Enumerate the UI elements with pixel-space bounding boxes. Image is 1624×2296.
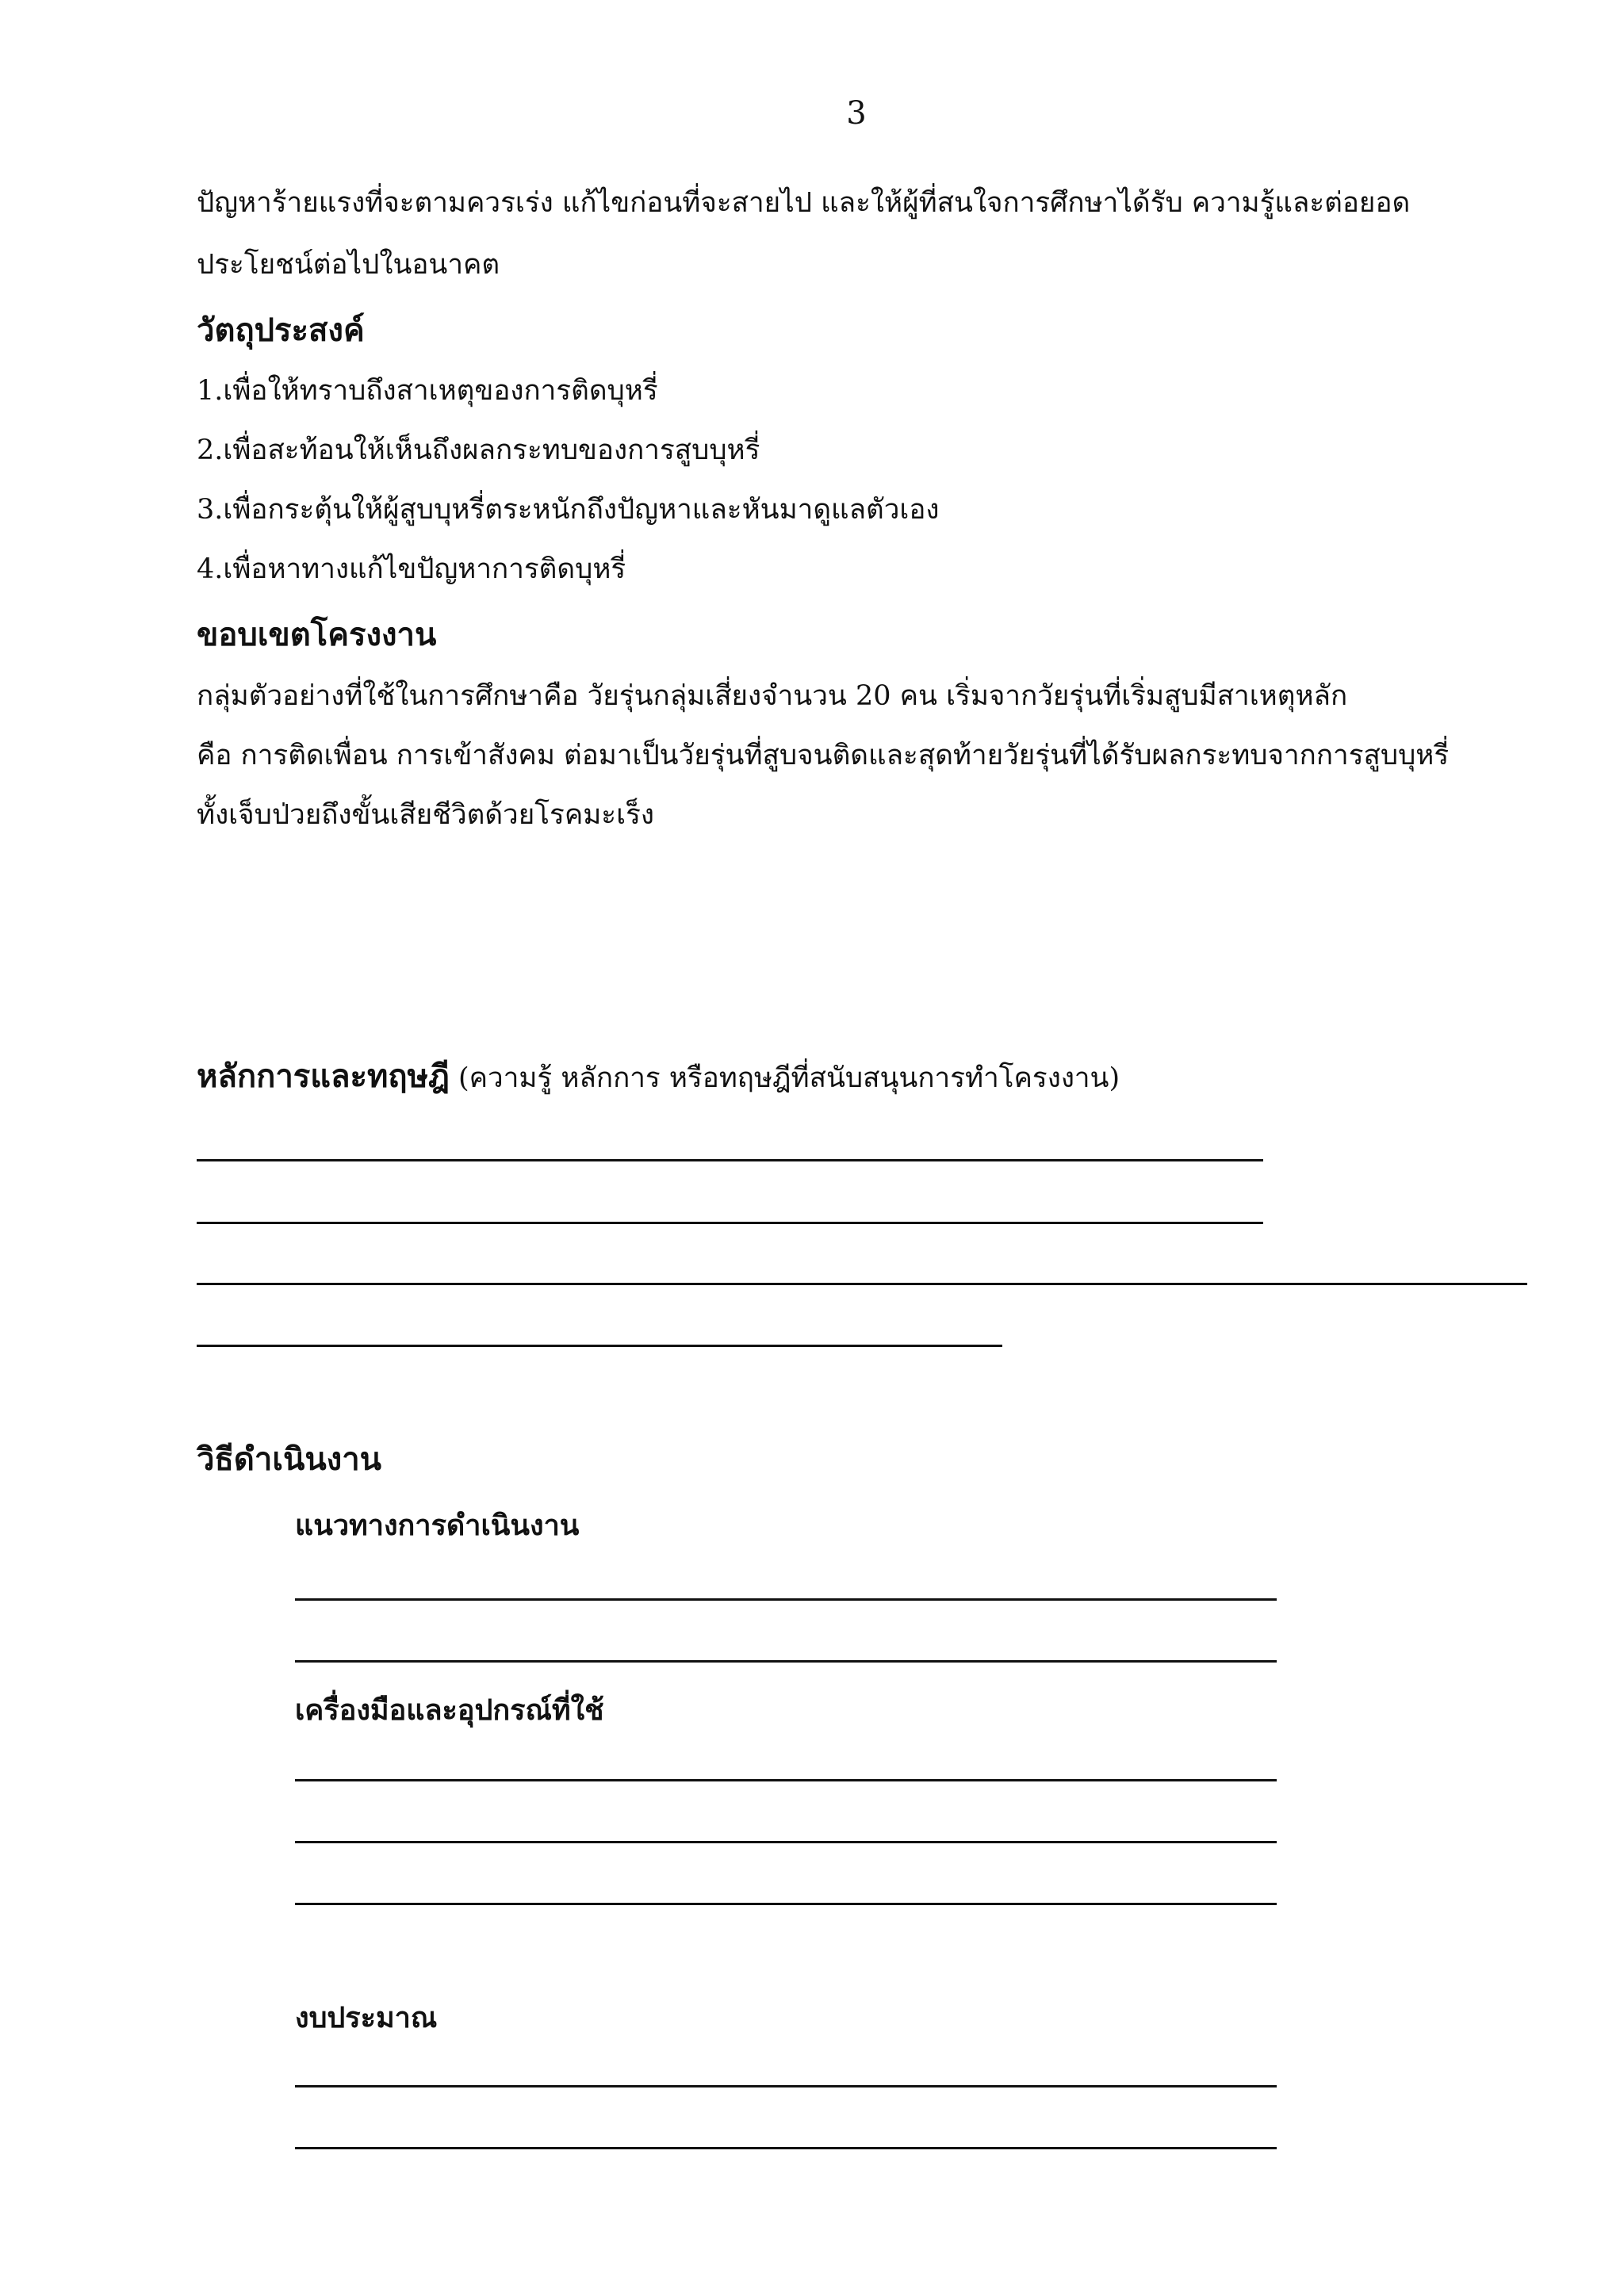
blank-line — [295, 1660, 1277, 1663]
objective-item: 3.เพื่อกระตุ้นให้ผู้สูบบุหรี่ตระหนักถึงปัญหาและหันมาดูแลตัวเอง — [197, 494, 940, 526]
intro-line-2: ประโยชน์ต่อไปในอนาคต — [197, 249, 500, 281]
blank-line — [197, 1222, 1263, 1224]
blank-line — [295, 1598, 1277, 1601]
objective-item: 2.เพื่อสะท้อนให้เห็นถึงผลกระทบของการสูบบุหรี่ — [197, 434, 760, 466]
methods-heading: วิธีดำเนินงาน — [197, 1441, 382, 1478]
objectives-heading: วัตถุประสงค์ — [197, 312, 365, 349]
theory-heading: หลักการและทฤษฎี — [197, 1058, 450, 1095]
blank-line — [295, 1841, 1277, 1843]
theory-heading-line — [197, 1050, 1120, 1101]
scope-heading: ขอบเขตโครงงาน — [197, 616, 437, 653]
objective-item: 4.เพื่อหาทางแก้ไขปัญหาการติดบุหรี่ — [197, 553, 626, 585]
blank-line — [197, 1159, 1263, 1161]
approach-subheading: แนวทางการดำเนินงาน — [295, 1509, 580, 1542]
tools-subheading: เครื่องมือและอุปกรณ์ที่ใช้ — [295, 1693, 604, 1727]
objective-item: 1.เพื่อให้ทราบถึงสาเหตุของการติดบุหรี่ — [197, 375, 658, 407]
blank-line — [197, 1283, 1527, 1285]
theory-note: (ความรู้ หลักการ หรือทฤษฎีที่สนับสนุนการทำโครงงาน) — [449, 1062, 1120, 1094]
blank-line — [295, 2147, 1277, 2149]
scope-line: กลุ่มตัวอย่างที่ใช้ในการศึกษาคือ วัยรุ่นกลุ่มเสี่ยงจำนวน 20 คน เริ่มจากวัยรุ่นที่เริ่มสูบมีสาเหตุหลัก — [197, 680, 1348, 712]
page-number: 3 — [846, 95, 867, 132]
blank-line — [295, 1903, 1277, 1905]
blank-line — [295, 2085, 1277, 2087]
budget-subheading: งบประมาณ — [295, 2001, 438, 2034]
scope-line: ทั้งเจ็บป่วยถึงขั้นเสียชีวิตด้วยโรคมะเร็ง — [197, 799, 654, 831]
blank-line — [197, 1345, 1002, 1347]
scope-line: คือ การติดเพื่อน การเข้าสังคม ต่อมาเป็นวัยรุ่นที่สูบจนติดและสุดท้ายวัยรุ่นที่ได้รับผลกระทบจากการสูบบุหรี่ — [197, 740, 1450, 771]
blank-line — [295, 1779, 1277, 1781]
intro-line-1: ปัญหาร้ายแรงที่จะตามควรเร่ง แก้ไขก่อนที่จะสายไป และให้ผู้ที่สนใจการศึกษาได้รับ ความรู้และต่อยอด — [197, 187, 1411, 219]
